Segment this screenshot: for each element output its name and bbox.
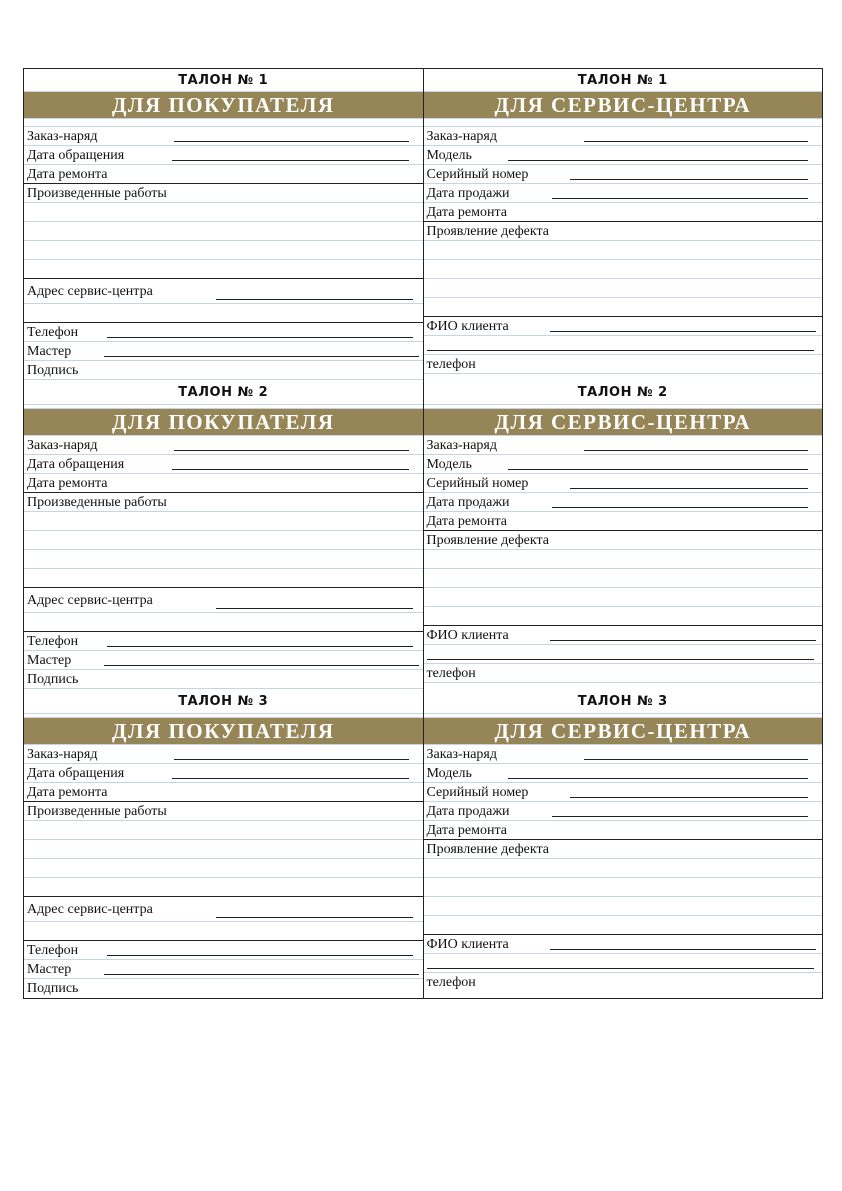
service-header: ДЛЯ СЕРВИС-ЦЕНТРА <box>424 718 823 745</box>
sale-date-field[interactable] <box>424 802 823 821</box>
defect-line[interactable] <box>424 279 823 298</box>
buyer-header: ДЛЯ ПОКУПАТЕЛЯ <box>24 409 423 436</box>
serial-label: Серийный номер <box>426 167 529 182</box>
order-field[interactable] <box>424 745 823 764</box>
fill-line <box>174 759 409 760</box>
defect-label: Проявление дефекта <box>426 224 550 239</box>
works-field[interactable] <box>24 184 423 203</box>
signature-label: Подпись <box>27 363 79 378</box>
works-line[interactable] <box>24 222 423 241</box>
model-field[interactable] <box>424 764 823 783</box>
request-date-field[interactable] <box>24 146 423 165</box>
address-line[interactable] <box>24 922 423 941</box>
client-line[interactable] <box>424 336 823 355</box>
order-field[interactable] <box>424 127 823 146</box>
service-header: ДЛЯ СЕРВИС-ЦЕНТРА <box>424 409 823 436</box>
service-column <box>424 689 823 998</box>
fill-line <box>584 450 809 451</box>
fill-line <box>107 646 413 647</box>
buyer-header: ДЛЯ ПОКУПАТЕЛЯ <box>24 92 423 119</box>
repair-date-label: Дата ремонта <box>426 514 507 529</box>
signature-label: Подпись <box>27 672 79 687</box>
request-date-label: Дата обращения <box>27 457 125 472</box>
sale-date-field[interactable] <box>424 493 823 512</box>
address-label: Адрес сервис-центра <box>27 902 153 917</box>
works-field[interactable] <box>24 493 423 512</box>
repair-date-field[interactable] <box>424 821 823 840</box>
works-label: Произведенные работы <box>27 186 167 201</box>
phone-label: телефон <box>426 357 476 372</box>
serial-label: Серийный номер <box>426 785 529 800</box>
sale-date-label: Дата продажи <box>426 186 510 201</box>
repair-date-field[interactable] <box>24 474 423 493</box>
fill-line <box>508 469 809 470</box>
fill-line <box>508 778 809 779</box>
repair-date-label: Дата ремонта <box>27 167 108 182</box>
client-field[interactable] <box>424 626 823 645</box>
master-label: Мастер <box>27 962 72 977</box>
works-label: Произведенные работы <box>27 495 167 510</box>
phone-label: Телефон <box>27 943 79 958</box>
defect-line[interactable] <box>424 569 823 588</box>
client-label: ФИО клиента <box>426 628 509 643</box>
repair-date-field[interactable] <box>424 512 823 531</box>
warranty-coupon-sheet <box>23 68 823 999</box>
works-line[interactable] <box>24 203 423 222</box>
coupon-title: ТАЛОН № 2 <box>424 380 823 405</box>
phone-field[interactable] <box>424 355 823 374</box>
coupon-3 <box>24 689 822 998</box>
signature-label: Подпись <box>27 981 79 996</box>
phone-field[interactable] <box>24 632 423 651</box>
address-label: Адрес сервис-центра <box>27 593 153 608</box>
coupon-title: ТАЛОН № 1 <box>24 69 423 92</box>
client-label: ФИО клиента <box>426 937 509 952</box>
order-field[interactable] <box>24 745 423 764</box>
works-line[interactable] <box>24 260 423 279</box>
repair-date-field[interactable] <box>24 165 423 184</box>
address-line[interactable] <box>24 613 423 632</box>
fill-line <box>104 974 419 975</box>
defect-line[interactable] <box>424 916 823 935</box>
defect-line[interactable] <box>424 260 823 279</box>
defect-label: Проявление дефекта <box>426 533 550 548</box>
address-field[interactable] <box>24 279 423 304</box>
master-label: Мастер <box>27 344 72 359</box>
client-field[interactable] <box>424 935 823 954</box>
order-label: Заказ-наряд <box>27 747 98 762</box>
address-field[interactable] <box>24 897 423 922</box>
client-line[interactable] <box>424 954 823 973</box>
coupon-1 <box>24 69 822 380</box>
model-field[interactable] <box>424 455 823 474</box>
fill-line <box>427 968 815 969</box>
fill-line <box>174 450 409 451</box>
defect-line[interactable] <box>424 859 823 878</box>
defect-line[interactable] <box>424 298 823 317</box>
fill-line <box>172 778 409 779</box>
sale-date-label: Дата продажи <box>426 804 510 819</box>
serial-field[interactable] <box>424 783 823 802</box>
fill-line <box>552 198 809 199</box>
works-line[interactable] <box>24 569 423 588</box>
order-label: Заказ-наряд <box>426 438 497 453</box>
fill-line <box>584 141 809 142</box>
defect-line[interactable] <box>424 897 823 916</box>
defect-field[interactable] <box>424 222 823 241</box>
works-label: Произведенные работы <box>27 804 167 819</box>
phone-label: телефон <box>426 975 476 990</box>
client-line[interactable] <box>424 645 823 664</box>
repair-date-label: Дата ремонта <box>426 205 507 220</box>
spacer-row <box>424 119 823 127</box>
fill-line <box>552 507 809 508</box>
model-field[interactable] <box>424 146 823 165</box>
address-line[interactable] <box>24 304 423 323</box>
order-label: Заказ-наряд <box>27 129 98 144</box>
repair-date-field[interactable] <box>424 203 823 222</box>
defect-line[interactable] <box>424 607 823 626</box>
fill-line <box>570 488 809 489</box>
sale-date-label: Дата продажи <box>426 495 510 510</box>
works-field[interactable] <box>24 802 423 821</box>
defect-line[interactable] <box>424 241 823 260</box>
works-line[interactable] <box>24 512 423 531</box>
order-label: Заказ-наряд <box>426 747 497 762</box>
fill-line <box>552 816 809 817</box>
address-field[interactable] <box>24 588 423 613</box>
fill-line <box>174 141 409 142</box>
defect-line[interactable] <box>424 550 823 569</box>
fill-line <box>570 797 809 798</box>
fill-line <box>216 299 413 300</box>
signature-field[interactable] <box>24 979 423 998</box>
fill-line <box>570 179 809 180</box>
address-label: Адрес сервис-центра <box>27 284 153 299</box>
serial-field[interactable] <box>424 165 823 184</box>
service-column <box>424 380 823 689</box>
fill-line <box>107 337 413 338</box>
request-date-label: Дата обращения <box>27 148 125 163</box>
master-field[interactable] <box>24 960 423 979</box>
order-field[interactable] <box>424 436 823 455</box>
defect-line[interactable] <box>424 878 823 897</box>
works-line[interactable] <box>24 531 423 550</box>
coupon-title: ТАЛОН № 2 <box>24 380 423 405</box>
request-date-field[interactable] <box>24 455 423 474</box>
defect-line[interactable] <box>424 588 823 607</box>
request-date-field[interactable] <box>24 764 423 783</box>
client-field[interactable] <box>424 317 823 336</box>
works-line[interactable] <box>24 241 423 260</box>
fill-line <box>427 350 815 351</box>
fill-line <box>216 608 413 609</box>
phone-label: Телефон <box>27 634 79 649</box>
master-field[interactable] <box>24 342 423 361</box>
works-line[interactable] <box>24 821 423 840</box>
buyer-column <box>24 380 424 689</box>
sale-date-field[interactable] <box>424 184 823 203</box>
fill-line <box>550 640 817 641</box>
model-label: Модель <box>426 766 472 781</box>
repair-date-label: Дата ремонта <box>27 785 108 800</box>
spacer-row <box>24 119 423 127</box>
model-label: Модель <box>426 457 472 472</box>
works-line[interactable] <box>24 859 423 878</box>
buyer-column <box>24 69 424 380</box>
works-line[interactable] <box>24 878 423 897</box>
fill-line <box>172 160 409 161</box>
client-label: ФИО клиента <box>426 319 509 334</box>
fill-line <box>216 917 413 918</box>
phone-label: Телефон <box>27 325 79 340</box>
phone-field[interactable] <box>24 941 423 960</box>
buyer-header: ДЛЯ ПОКУПАТЕЛЯ <box>24 718 423 745</box>
works-line[interactable] <box>24 550 423 569</box>
coupon-2 <box>24 380 822 689</box>
fill-line <box>550 331 817 332</box>
serial-label: Серийный номер <box>426 476 529 491</box>
repair-date-label: Дата ремонта <box>27 476 108 491</box>
phone-field[interactable] <box>24 323 423 342</box>
coupon-title: ТАЛОН № 3 <box>24 689 423 714</box>
order-label: Заказ-наряд <box>426 129 497 144</box>
coupon-title: ТАЛОН № 1 <box>424 69 823 92</box>
service-header: ДЛЯ СЕРВИС-ЦЕНТРА <box>424 92 823 119</box>
order-field[interactable] <box>24 127 423 146</box>
fill-line <box>104 356 419 357</box>
model-label: Модель <box>426 148 472 163</box>
fill-line <box>172 469 409 470</box>
signature-field[interactable] <box>24 361 423 380</box>
signature-field[interactable] <box>24 670 423 689</box>
repair-date-field[interactable] <box>24 783 423 802</box>
fill-line <box>550 949 817 950</box>
master-field[interactable] <box>24 651 423 670</box>
service-column <box>424 69 823 380</box>
coupon-title: ТАЛОН № 3 <box>424 689 823 714</box>
defect-label: Проявление дефекта <box>426 842 550 857</box>
order-label: Заказ-наряд <box>27 438 98 453</box>
repair-date-label: Дата ремонта <box>426 823 507 838</box>
fill-line <box>427 659 815 660</box>
defect-field[interactable] <box>424 840 823 859</box>
fill-line <box>104 665 419 666</box>
buyer-column <box>24 689 424 998</box>
request-date-label: Дата обращения <box>27 766 125 781</box>
works-line[interactable] <box>24 840 423 859</box>
master-label: Мастер <box>27 653 72 668</box>
fill-line <box>107 955 413 956</box>
phone-field[interactable] <box>424 973 823 992</box>
phone-label: телефон <box>426 666 476 681</box>
fill-line <box>584 759 809 760</box>
defect-field[interactable] <box>424 531 823 550</box>
phone-field[interactable] <box>424 664 823 683</box>
serial-field[interactable] <box>424 474 823 493</box>
order-field[interactable] <box>24 436 423 455</box>
fill-line <box>508 160 809 161</box>
